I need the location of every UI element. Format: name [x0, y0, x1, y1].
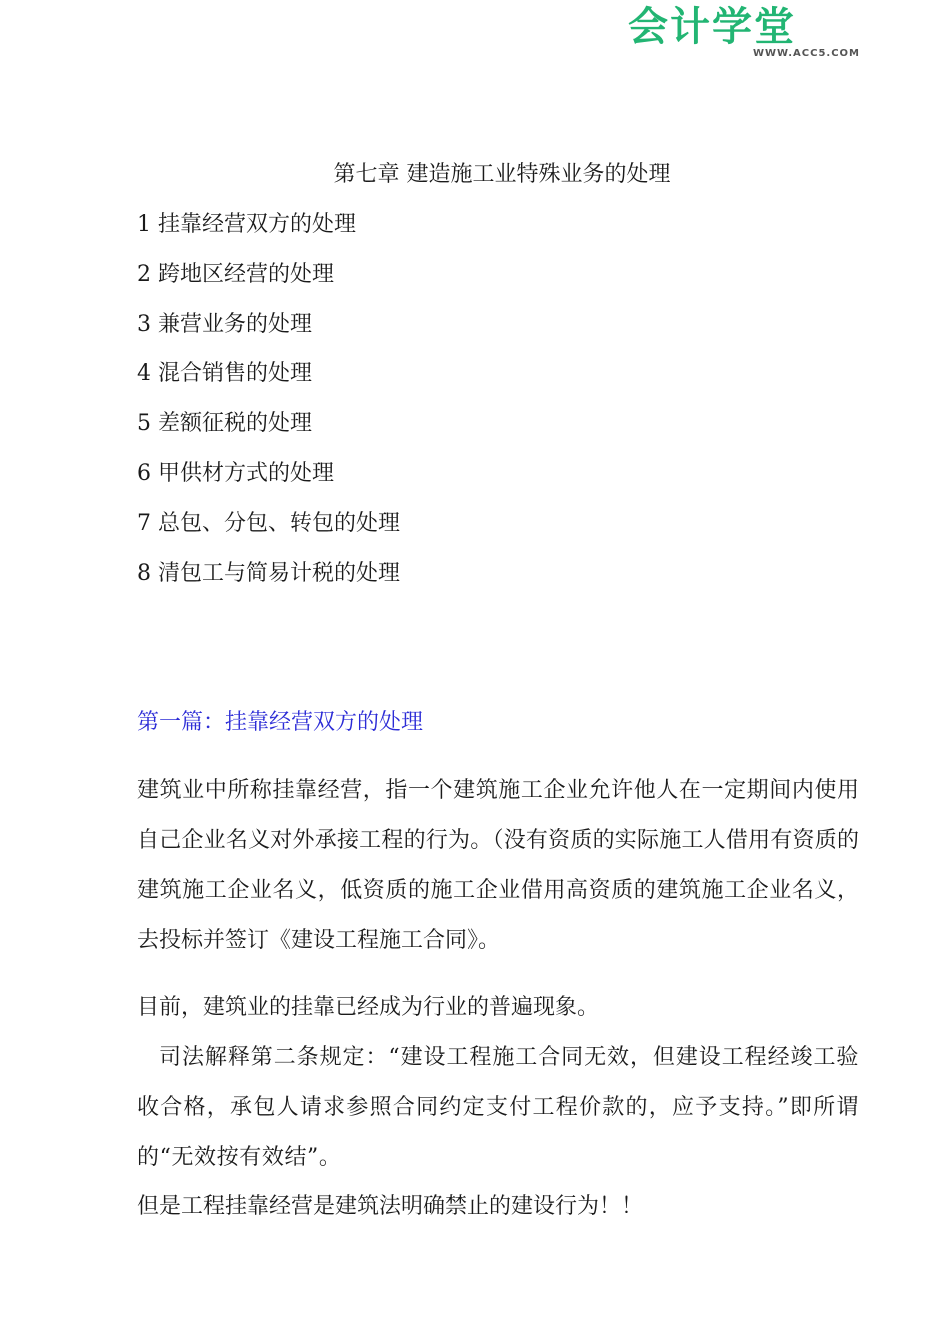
toc-item: 2 跨地区经营的处理	[137, 261, 334, 287]
toc-item: 7 总包、分包、转包的处理	[137, 510, 400, 536]
toc-item: 3 兼营业务的处理	[137, 311, 312, 337]
body-paragraph: 目前，建筑业的挂靠已经成为行业的普遍现象。	[137, 995, 600, 1020]
toc-item: 5 差额征税的处理	[137, 411, 312, 437]
body-paragraph: 司法解释第二条规定：“建设工程施工合同无效，但建设工程经竣工验收合格，承包人请求参照合同约定支付工程价款的，应予支持。”即所谓的“无效按有效结”。	[137, 1045, 859, 1170]
body-paragraph: 但是工程挂靠经营是建筑法明确禁止的建设行为！！	[137, 1194, 644, 1219]
table-of-contents	[137, 210, 400, 608]
toc-item: 1 挂靠经营双方的处理	[137, 212, 356, 237]
logo-url: WWW.ACC5.COM	[752, 48, 860, 59]
toc-item: 6 甲供材方式的处理	[137, 460, 334, 486]
body-paragraph: 建筑业中所称挂靠经营，指一个建筑施工企业允许他人在一定期间内使用自己企业名义对外承接工程的行为。（没有资质的实际施工人借用有资质的建筑施工企业名义，低资质的施工企业借用高资质的建筑施工企业名义，去投标并签订《建设工程施工合同》。	[137, 778, 859, 953]
toc-item: 4 混合销售的处理	[137, 361, 312, 387]
section-heading: 第一篇：挂靠经营双方的处理	[137, 710, 424, 735]
toc-item: 8 清包工与简易计税的处理	[137, 560, 400, 586]
logo-brand: 会计学堂	[628, 4, 796, 50]
logo	[628, 4, 864, 62]
chapter-title: 第七章 建造施工业特殊业务的处理	[333, 162, 671, 187]
